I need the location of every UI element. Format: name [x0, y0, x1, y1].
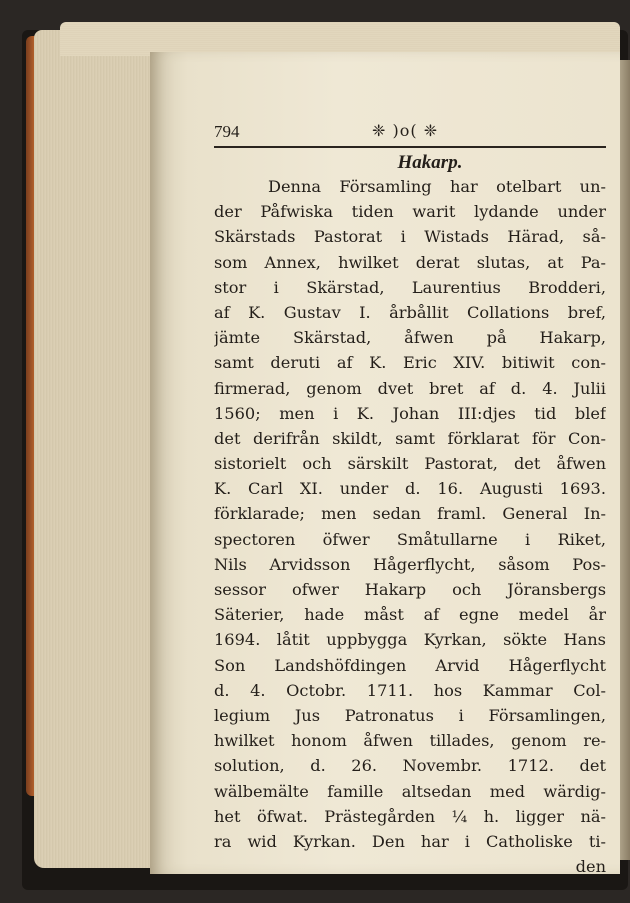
text-line: K. Carl XI. under d. 16. Augusti 1693.: [214, 479, 606, 499]
text-line: het öfwat. Prästegården ¼ h. ligger nä-: [214, 806, 606, 826]
page-top-edges: [60, 22, 620, 56]
text-line: förklarade; men sedan framl. General In-: [214, 504, 606, 524]
text-line: som Annex, hwilket derat slutas, at Pa-: [214, 252, 606, 272]
text-line: den: [575, 857, 606, 877]
header-ornament: ❈ )o( ❈: [372, 121, 439, 140]
section-title: Hakarp.: [397, 152, 463, 173]
text-line: legium Jus Patronatus i Församlingen,: [214, 705, 606, 725]
text-line: sessor ofwer Hakarp och Jöransbergs: [214, 580, 606, 599]
text-line: samt deruti af K. Eric XIV. bitiwit con-: [214, 353, 606, 373]
page-number: 794: [214, 122, 240, 141]
text-line: Nils Arvidsson Hågerflycht, såsom Pos-: [214, 554, 606, 574]
text-line: solution, d. 26. Novembr. 1712. det: [214, 756, 606, 776]
text-line: af K. Gustav I. årbållit Collations bref,: [214, 302, 606, 322]
text-line: sistorielt och särskilt Pastorat, det åfwen: [214, 454, 606, 474]
text-line: stor i Skärstad, Laurentius Brodderi,: [214, 277, 606, 297]
text-line: Skärstads Pastorat i Wistads Härad, så-: [214, 227, 606, 247]
page-stack: [34, 30, 154, 868]
text-line: jämte Skärstad, åfwen på Hakarp,: [214, 328, 606, 348]
text-line: spectoren öfwer Småtullarne i Riket,: [214, 529, 606, 549]
text-line: 1694. låtit uppbygga Kyrkan, sökte Hans: [214, 630, 606, 650]
text-line: ra wid Kyrkan. Den har i Catholiske ti-: [214, 831, 606, 851]
text-line: firmerad, genom dvet bret af d. 4. Julii: [214, 378, 606, 398]
text-line: Son Landshöfdingen Arvid Hågerflycht: [214, 655, 606, 675]
text-line: der Påfwiska tiden warit lydande under: [214, 202, 606, 222]
text-line: d. 4. Octobr. 1711. hos Kammar Col-: [214, 680, 606, 700]
text-line: hwilket honom åfwen tillades, genom re-: [214, 731, 606, 751]
text-line: det derifrån skildt, samt förklarat för Con-: [214, 428, 606, 448]
page-header: [214, 118, 606, 148]
body-text: [214, 174, 606, 879]
text-line: Säterier, hade måst af egne medel år: [214, 605, 606, 625]
text-line: 1560; men i K. Johan III:djes tid blef: [214, 403, 606, 423]
text-line: Denna Församling har otelbart un-: [268, 177, 606, 196]
page-content: [214, 118, 606, 877]
text-line: wälbemälte famille altsedan med wärdig-: [214, 781, 606, 801]
